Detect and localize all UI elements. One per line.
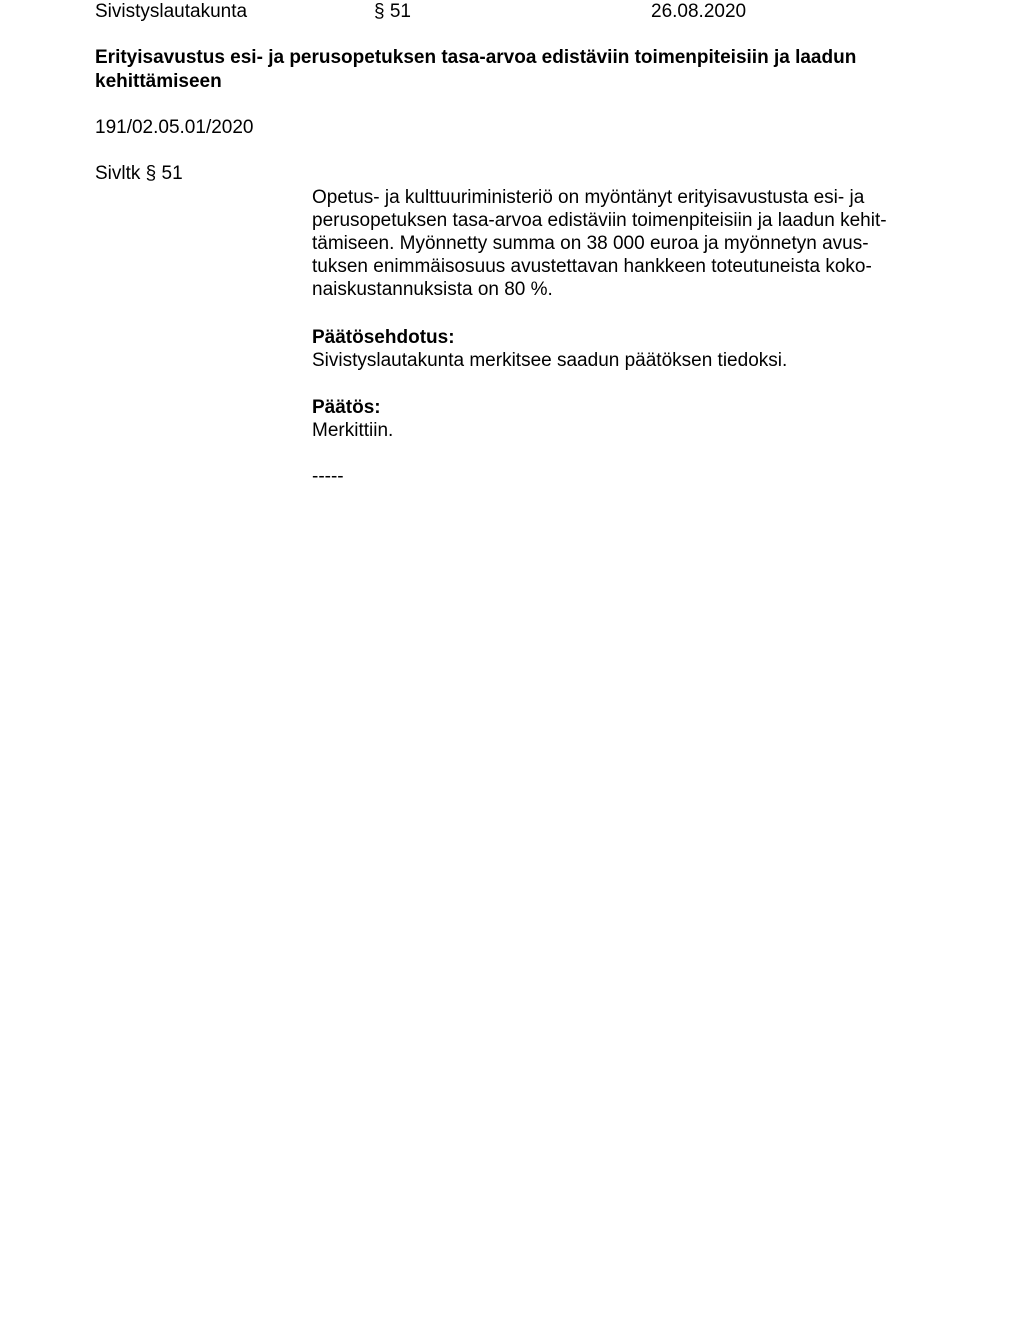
proposal-heading: Päätösehdotus: bbox=[312, 327, 455, 348]
header-date: 26.08.2020 bbox=[651, 1, 747, 22]
decision-section bbox=[312, 396, 952, 442]
proposal-section bbox=[312, 326, 952, 372]
title-line: Erityisavustus esi- ja perusopetuksen tasa-arvoa edistäviin toimenpiteisiin ja laadun bbox=[95, 47, 857, 68]
header-committee: Sivistyslautakunta bbox=[95, 1, 248, 22]
header-section: § 51 bbox=[374, 1, 411, 22]
end-marker: ----- bbox=[312, 466, 344, 487]
title-line: kehittämiseen bbox=[95, 71, 222, 92]
document-title bbox=[95, 46, 935, 94]
body-paragraph bbox=[312, 186, 952, 301]
paragraph-line: tuksen enimmäisosuus avustettavan hankkeen toteutuneista koko- bbox=[312, 256, 872, 277]
decision-heading: Päätös: bbox=[312, 397, 381, 418]
proposal-text: Sivistyslautakunta merkitsee saadun päätöksen tiedoksi. bbox=[312, 350, 788, 371]
paragraph-line: naiskustannuksista on 80 %. bbox=[312, 279, 553, 300]
paragraph-line: Opetus- ja kulttuuriministeriö on myöntänyt erityisavustusta esi- ja bbox=[312, 187, 865, 208]
diary-number: 191/02.05.01/2020 bbox=[95, 117, 254, 138]
decision-text: Merkittiin. bbox=[312, 420, 394, 441]
section-reference: Sivltk § 51 bbox=[95, 163, 183, 184]
paragraph-line: perusopetuksen tasa-arvoa edistäviin toimenpiteisiin ja laadun kehit- bbox=[312, 210, 887, 231]
paragraph-line: tämiseen. Myönnetty summa on 38 000 euroa ja myönnetyn avus- bbox=[312, 233, 869, 254]
